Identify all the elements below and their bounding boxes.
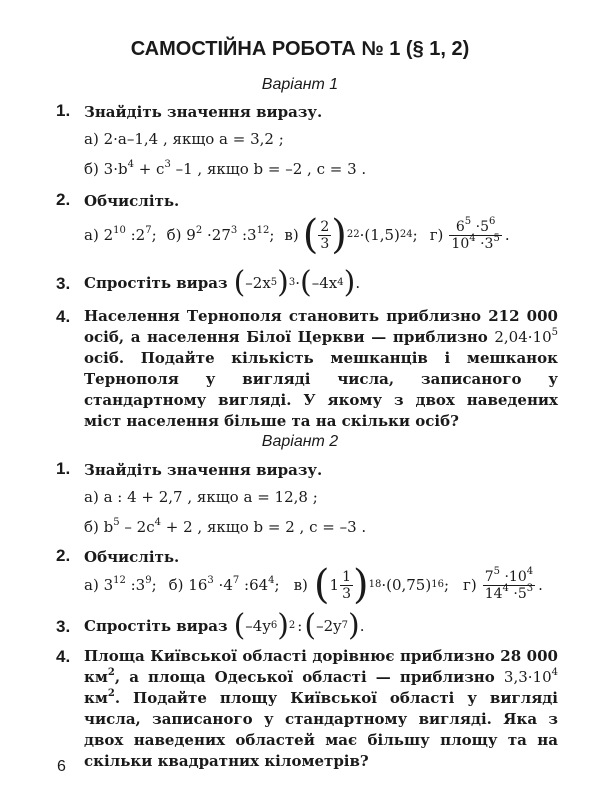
v1-task-1-number: 1.	[56, 101, 71, 120]
page-number: 6	[57, 758, 66, 775]
v2-task-2v: в) ( 1 $\frac{1}{3}$ ) 18 ·(0,75) 16 ;	[293, 562, 449, 608]
v2-task-4-number: 4.	[56, 647, 71, 666]
v1-task-1a: а) 2·a–1,4 , якщо a = 3,2 ;	[84, 130, 284, 148]
v1-task-3-number: 3.	[56, 274, 71, 293]
v2-task-4-text: Площа Київської області дорівнює приблизно 28 000 $км^2$, а площа Одеської області — приблизно $3,3\cdot 10^4$ $км^2$. Подайте площу Київської області у вигляді числа, записаного у стандартному вигляді. Яка з двох наведених областей має більшу площу та на скільки квадратних кілометрів?	[84, 647, 558, 770]
v2-task-2b: б) $16^3 \cdot 4^7$ $:64^4$;	[168, 575, 280, 594]
v1-task-4-text: Населення Тернополя становить приблизно 212 000 осіб, а населення Білої Церкви — приблизно $2,04\cdot 10^5$ осіб. Подайте кількість мешканців і мешканок Тернополя у вигляді числа, записаного у стандартному вигляді. У якому з двох наведених міст населення більше та на скільки осіб?	[84, 307, 558, 430]
v2-task-2a: а) $3^{12}$ $:3^9$;	[84, 575, 157, 594]
v2-task-2-number: 2.	[56, 546, 71, 565]
v1-task-2-expressions	[84, 213, 510, 257]
v1-task-2-title: Обчисліть.	[84, 192, 180, 210]
variant-1-heading: Варіант 1	[261, 76, 339, 93]
v2-task-2-expressions	[84, 561, 543, 609]
v2-task-1-title: Знайдіть значення виразу.	[84, 461, 323, 479]
v1-task-4-number: 4.	[56, 307, 71, 326]
v2-task-1b: б) $b^5 - 2c^4 + 2$ , якщо b = 2 , c = –3 .	[84, 517, 367, 536]
v1-task-2v: в) ( $\frac{2}{3}$ ) 22 ·(1,5) 24 ;	[284, 212, 418, 258]
page-title: САМОСТІЙНА РОБОТА № 1 (§ 1, 2)	[130, 38, 470, 60]
v2-task-1a: а) a : 4 + 2,7 , якщо a = 12,8 ;	[84, 488, 318, 506]
v1-task-3: Спростіть вираз ( –2x 5 ) 3 · ( –4x 4 ) .	[84, 265, 361, 300]
v2-task-3: Спростіть вираз ( –4y 6 ) 2 : ( –2y 7 ) .	[84, 608, 365, 643]
v2-task-2-title: Обчисліть.	[84, 548, 180, 566]
v1-task-2b: б) $9^2 \cdot 27^3$ $:3^{12}$;	[166, 225, 275, 244]
v1-task-2-number: 2.	[56, 190, 71, 209]
v2-task-2g: г) $\frac{7^5 \cdot 10^4}{14^4 \cdot 5^3}$ .	[463, 565, 543, 602]
variant-2-heading: Варіант 2	[261, 433, 339, 450]
v2-task-1-number: 1.	[56, 459, 71, 478]
v2-task-3-number: 3.	[56, 617, 71, 636]
v1-task-1b: б) $3\cdot b^4 + c^3$ –1 , якщо b = –2 , c = 3 .	[84, 159, 367, 178]
v1-task-2g: г) $\frac{6^5 \cdot 5^6}{10^4 \cdot 3^5}$ .	[429, 215, 510, 252]
v1-task-1-title: Знайдіть значення виразу.	[84, 103, 323, 121]
v1-task-2a: а) $2^{10}$ $:2^7$;	[84, 225, 157, 244]
